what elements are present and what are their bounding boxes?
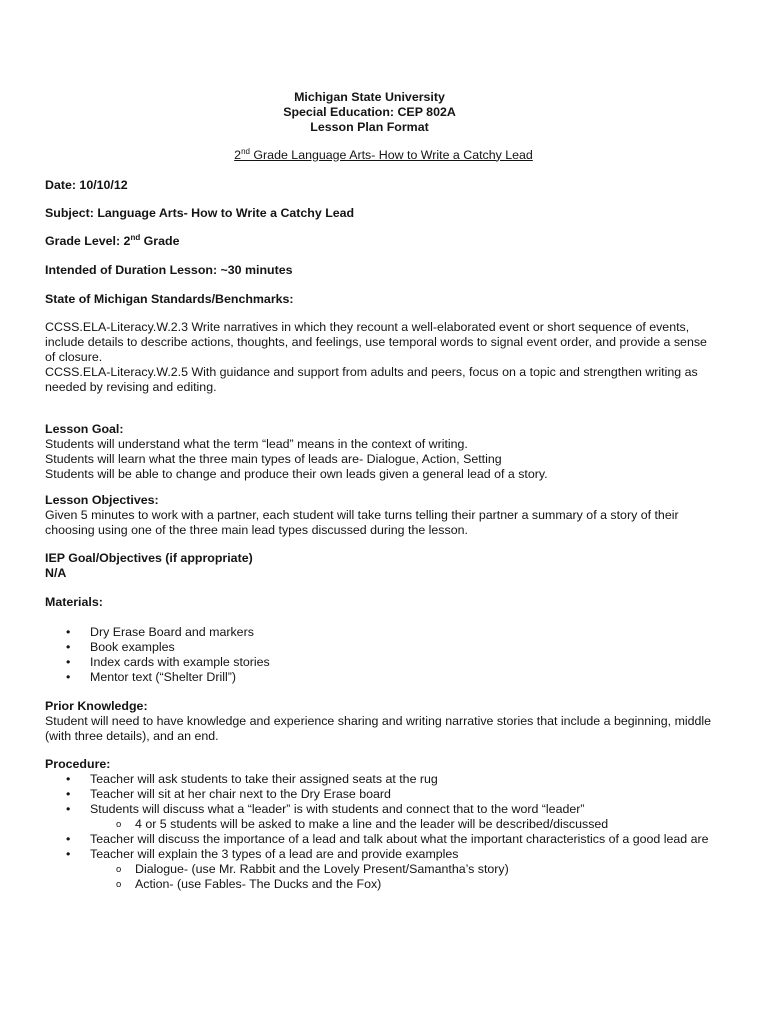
- university-name: Michigan State University: [294, 89, 445, 104]
- standards-heading: State of Michigan Standards/Benchmarks:: [45, 291, 294, 306]
- bullet-icon: •: [66, 846, 71, 861]
- bullet-icon: •: [66, 639, 71, 654]
- standards-line: CCSS.ELA-Literacy.W.2.5 With guidance and support from adults and peers, focus on a topic and strengthen writing as: [45, 364, 698, 379]
- materials-item: Index cards with example stories: [90, 654, 270, 669]
- lesson-objectives-section: [45, 493, 722, 538]
- lesson-goal-line: Students will be able to change and produce their own leads given a general lead of a story.: [45, 466, 548, 481]
- course-name: Special Education: CEP 802A: [283, 104, 456, 119]
- materials-list: [45, 625, 722, 685]
- grade-level: [45, 234, 722, 249]
- standards-line: needed by revising and editing.: [45, 379, 217, 394]
- bullet-icon: •: [66, 654, 71, 669]
- procedure-step: Teacher will explain the 3 types of a lead are and provide examples: [90, 846, 459, 861]
- bullet-icon: •: [66, 831, 71, 846]
- list-item: [45, 802, 722, 817]
- list-item: [45, 847, 722, 862]
- procedure-step: Students will discuss what a “leader” is with students and connect that to the word “leader”: [90, 801, 585, 816]
- lesson-title-grade-suffix: nd: [241, 146, 250, 156]
- bullet-icon: •: [66, 786, 71, 801]
- prior-knowledge-section: [45, 699, 722, 744]
- list-item: [45, 787, 722, 802]
- grade-level-value: Grade: [143, 233, 180, 248]
- materials-item: Dry Erase Board and markers: [90, 624, 254, 639]
- lesson-objectives-heading: Lesson Objectives:: [45, 492, 159, 507]
- list-item: [45, 655, 722, 670]
- list-item: [45, 832, 722, 847]
- procedure-section: [45, 757, 722, 892]
- lesson-title-text: [234, 148, 533, 162]
- lesson-objectives-line: choosing using one of the three main lead types discussed during the lesson.: [45, 522, 468, 537]
- procedure-step: Teacher will ask students to take their assigned seats at the rug: [90, 771, 438, 786]
- bullet-icon: •: [66, 771, 71, 786]
- sub-bullet-icon: o: [116, 878, 122, 890]
- standards-text: [45, 320, 722, 395]
- procedure-substep: 4 or 5 students will be asked to make a line and the leader will be described/discussed: [135, 816, 609, 831]
- procedure-substep: Action- (use Fables- The Ducks and the Fox): [135, 876, 382, 891]
- lesson-plan-page: [45, 90, 722, 892]
- materials-item: Book examples: [90, 639, 175, 654]
- lesson-goal-line: Students will learn what the three main types of leads are- Dialogue, Action, Setting: [45, 451, 502, 466]
- iep-heading: IEP Goal/Objectives (if appropriate): [45, 550, 253, 565]
- iep-value: N/A: [45, 565, 67, 580]
- lesson-duration: Intended of Duration Lesson: ~30 minutes: [45, 262, 293, 277]
- grade-level-suffix: nd: [130, 232, 141, 242]
- sub-list-item: [45, 877, 722, 892]
- document-format: Lesson Plan Format: [310, 119, 429, 134]
- prior-knowledge-heading: Prior Knowledge:: [45, 698, 148, 713]
- bullet-icon: •: [66, 624, 71, 639]
- procedure-heading: Procedure:: [45, 756, 111, 771]
- standards-line: include details to describe actions, thoughts, and feelings, use temporal words to signal event order, and provide a sense: [45, 334, 707, 349]
- procedure-substep: Dialogue- (use Mr. Rabbit and the Lovely Present/Samantha’s story): [135, 861, 509, 876]
- bullet-icon: •: [66, 669, 71, 684]
- standards-line: CCSS.ELA-Literacy.W.2.3 Write narratives in which they recount a well-elaborated event or short sequence of events,: [45, 319, 690, 334]
- grade-level-label: Grade Level:: [45, 233, 121, 248]
- list-item: [45, 640, 722, 655]
- lesson-date: Date: 10/10/12: [45, 177, 128, 192]
- lesson-subject: Subject: Language Arts- How to Write a Catchy Lead: [45, 205, 355, 220]
- document-header: [45, 90, 722, 135]
- sub-bullet-icon: o: [116, 818, 122, 830]
- lesson-title-grade-number: 2: [234, 147, 242, 162]
- list-item: [45, 772, 722, 787]
- iep-section: [45, 551, 722, 581]
- lesson-title-rest: Grade Language Arts- How to Write a Catchy Lead: [253, 147, 533, 162]
- procedure-step: Teacher will discuss the importance of a lead and talk about what the important characteristics of a good lead are: [90, 831, 709, 846]
- sub-list-item: [45, 862, 722, 877]
- sub-list-item: [45, 817, 722, 832]
- standards-line: of closure.: [45, 349, 103, 364]
- lesson-goal-section: [45, 422, 722, 482]
- materials-item: Mentor text (“Shelter Drill”): [90, 669, 236, 684]
- sub-bullet-icon: o: [116, 863, 122, 875]
- materials-heading: Materials:: [45, 594, 103, 609]
- lesson-objectives-line: Given 5 minutes to work with a partner, each student will take turns telling their partner a summary of a story of their: [45, 507, 679, 522]
- grade-level-number: 2: [123, 233, 131, 248]
- prior-knowledge-line: (with three details), and an end.: [45, 728, 219, 743]
- prior-knowledge-line: Student will need to have knowledge and experience sharing and writing narrative stories that include a beginning, middle: [45, 713, 712, 728]
- lesson-title: [45, 148, 722, 163]
- procedure-step: Teacher will sit at her chair next to the Dry Erase board: [90, 786, 391, 801]
- lesson-goal-heading: Lesson Goal:: [45, 421, 124, 436]
- list-item: [45, 625, 722, 640]
- list-item: [45, 670, 722, 685]
- bullet-icon: •: [66, 801, 71, 816]
- lesson-goal-line: Students will understand what the term “lead” means in the context of writing.: [45, 436, 468, 451]
